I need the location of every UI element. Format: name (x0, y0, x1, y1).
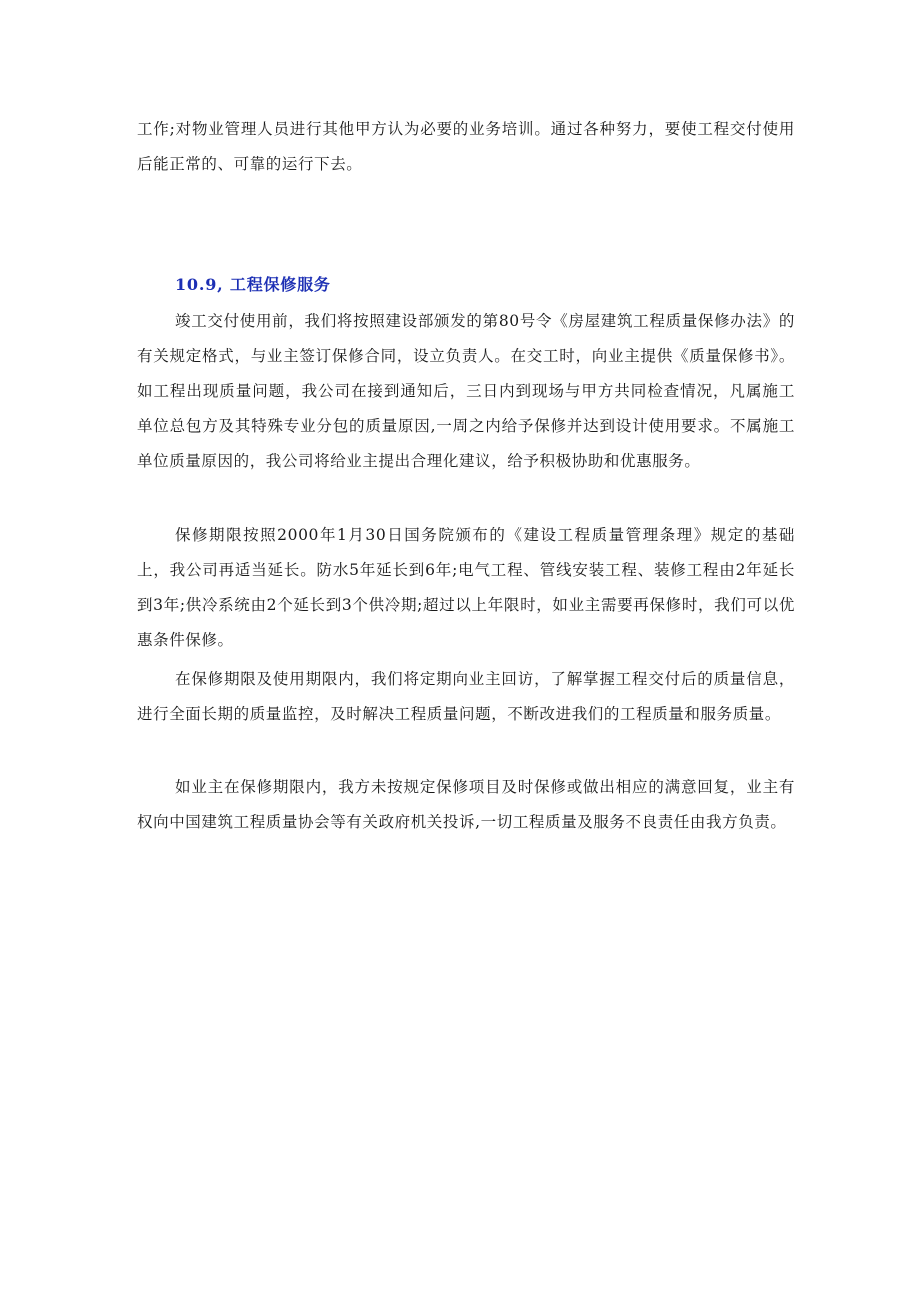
section-heading: 10.9, 工程保修服务 (175, 275, 331, 294)
intro-paragraph: 工作;对物业管理人员进行其他甲方认为必要的业务培训。通过各种努力，要使工程交付使用后能正常的、可靠的运行下去。 (137, 120, 795, 173)
paragraph-warranty-contract: 竣工交付使用前，我们将按照建设部颁发的第80号令《房屋建筑工程质量保修办法》的有关规定格式，与业主签订保修合同，设立负责人。在交工时，向业主提供《质量保修书》。如工程出现质量问题，我公司在接到通知后，三日内到现场与甲方共同检查情况，凡属施工单位总包方及其特殊专业分包的质量原因,一周之内给予保修并达到设计使用要求。不属施工单位质量原因的，我公司将给业主提出合理化建议，给予积极协助和优惠服务。 (137, 312, 795, 470)
paragraph-quality-followup: 在保修期限及使用期限内，我们将定期向业主回访，了解掌握工程交付后的质量信息，进行全面长期的质量监控，及时解决工程质量问题，不断改进我们的工程质量和服务质量。 (137, 670, 795, 723)
paragraph-warranty-period: 保修期限按照2000年1月30日国务院颁布的《建设工程质量管理条理》规定的基础上，我公司再适当延长。防水5年延长到6年;电气工程、管线安装工程、装修工程由2年延长到3年;供冷系统由2个延长到3个供冷期;超过以上年限时，如业主需要再保修时，我们可以优惠条件保修。 (137, 526, 795, 649)
paragraph-complaint-responsibility: 如业主在保修期限内，我方未按规定保修项目及时保修或做出相应的满意回复，业主有权向中国建筑工程质量协会等有关政府机关投诉,一切工程质量及服务不良责任由我方负责。 (137, 778, 795, 831)
